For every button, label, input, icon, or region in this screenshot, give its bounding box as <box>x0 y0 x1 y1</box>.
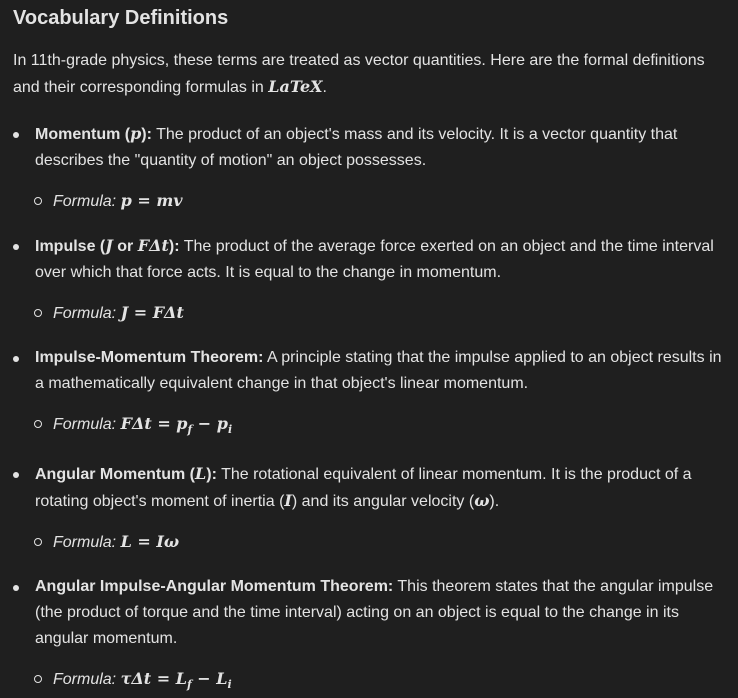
list-item-impulse <box>13 233 731 327</box>
term-text: This theorem states that the angular impulse (the product of torque and the time interval) acting on an object is equal to the change in its angular momentum. <box>35 578 714 647</box>
formula-subscript: f <box>186 678 192 691</box>
term-text-mid: ) and its angular velocity ( <box>291 493 475 510</box>
circle-bullet-icon <box>34 197 42 205</box>
formula-label: Formula: <box>53 193 117 210</box>
term-text: The rotational equivalent of linear momentum. It is the product of a rotating object's moment of inertia ( <box>35 466 692 510</box>
term-description <box>35 461 731 515</box>
circle-bullet-icon <box>34 309 42 317</box>
term-symbol: p <box>130 124 142 143</box>
formula-row <box>35 529 731 556</box>
formula-main: τΔt = L <box>120 669 187 688</box>
formula-label: Formula: <box>53 671 117 688</box>
formula <box>120 669 232 691</box>
formula-subscript: i <box>227 678 232 691</box>
term-name <box>35 238 180 255</box>
terms-list <box>13 121 731 698</box>
term-symbol-alt: FΔt <box>137 236 169 255</box>
term-name <box>35 466 217 483</box>
term-description <box>35 233 731 286</box>
term-description <box>35 345 731 397</box>
circle-bullet-icon <box>34 420 42 428</box>
term-name-end: ): <box>206 466 217 483</box>
formula <box>120 414 233 436</box>
formula-subscript: i <box>227 423 233 436</box>
desc-symbol: ω <box>474 491 490 510</box>
bullet-icon <box>13 472 19 478</box>
term-description <box>35 121 731 174</box>
formula-label: Formula: <box>53 534 117 551</box>
term-symbol: L <box>195 464 207 483</box>
content <box>13 0 731 698</box>
term-description <box>35 574 731 652</box>
list-item-angular-impulse-theorem <box>13 574 731 698</box>
formula-row <box>35 666 731 698</box>
list-item-impulse-momentum-theorem <box>13 345 731 443</box>
formula-label: Formula: <box>53 416 117 433</box>
term-text: The product of the average force exerted on an object and the time interval over which that force acts. It is equal to the change in momentum. <box>35 238 714 281</box>
term-text: A principle stating that the impulse applied to an object results in a mathematically equivalent change in that object's linear momentum. <box>35 349 722 392</box>
formula-row <box>35 188 731 215</box>
formula: J = FΔt <box>120 303 184 322</box>
term-name-text: Angular Momentum ( <box>35 466 195 483</box>
intro-text: In 11th-grade physics, these terms are treated as vector quantities. Here are the formal definitions and their corresponding formulas in <box>13 52 705 96</box>
term-name: Impulse-Momentum Theorem: <box>35 349 264 366</box>
formula: p = mv <box>120 191 183 210</box>
formula-row <box>35 300 731 327</box>
intro-paragraph <box>13 48 718 101</box>
term-text-end: ). <box>489 493 500 510</box>
term-name-mid: or <box>112 238 138 255</box>
intro-latex: LaTeX <box>268 77 323 96</box>
formula-row <box>35 411 731 443</box>
bullet-icon <box>13 132 19 138</box>
term-name-end: ): <box>168 238 180 255</box>
term-name <box>35 126 152 143</box>
bullet-icon <box>13 585 19 591</box>
circle-bullet-icon <box>34 675 42 683</box>
formula: L = Iω <box>120 532 180 551</box>
formula-subscript: f <box>187 423 193 436</box>
list-item-momentum <box>13 121 731 215</box>
page-title: Vocabulary Definitions <box>13 7 229 29</box>
term-symbol: J <box>105 236 113 255</box>
bullet-icon <box>13 356 19 362</box>
circle-bullet-icon <box>34 538 42 546</box>
term-text: The product of an object's mass and its velocity. It is a vector quantity that describes the "quantity of motion" an object possesses. <box>35 126 678 169</box>
term-name-text: Impulse ( <box>35 238 106 255</box>
term-name-end: ): <box>141 126 152 143</box>
formula-mid: − p <box>192 414 228 433</box>
bullet-icon <box>13 244 19 250</box>
intro-end: . <box>322 79 327 96</box>
term-name-text: Momentum ( <box>35 126 131 143</box>
formula-main: FΔt = p <box>120 414 188 433</box>
formula-mid: − L <box>191 669 228 688</box>
formula-label: Formula: <box>53 305 117 322</box>
desc-symbol: I <box>284 491 292 510</box>
term-name: Angular Impulse-Angular Momentum Theorem: <box>35 578 394 595</box>
list-item-angular-momentum <box>13 461 731 556</box>
